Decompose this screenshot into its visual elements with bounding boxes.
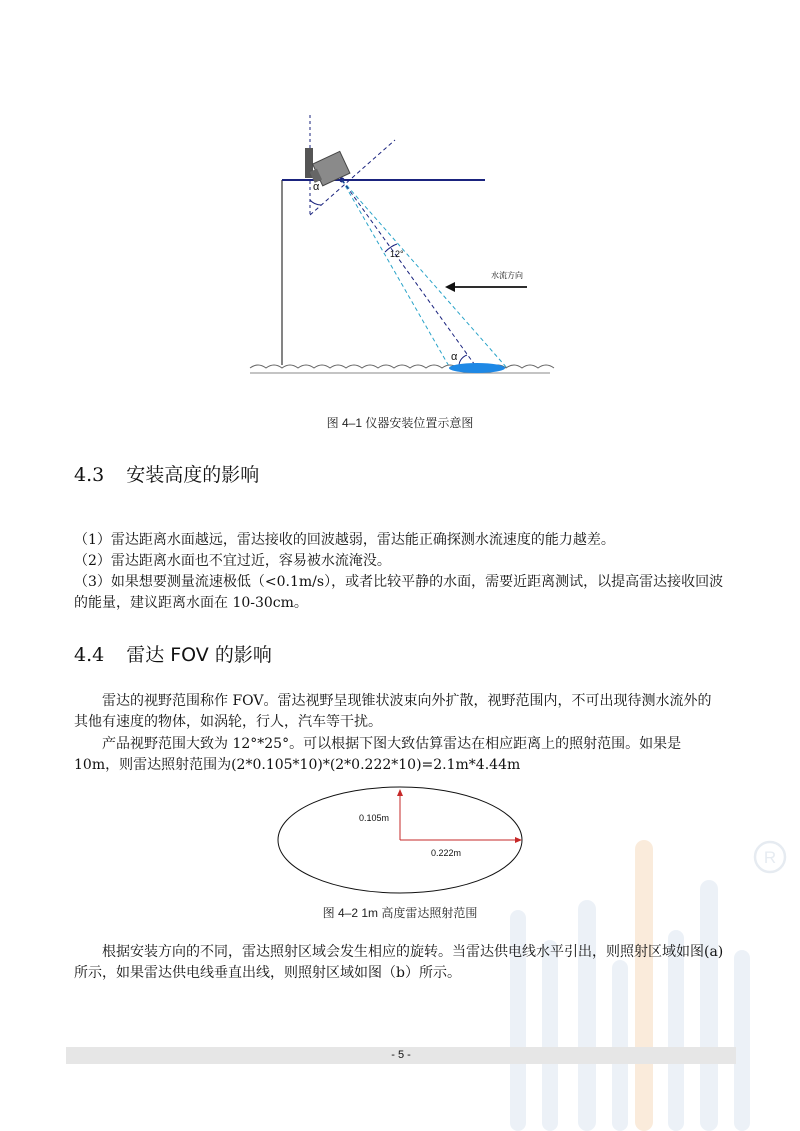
- section-number: 4.4: [74, 644, 105, 666]
- section-number: 4.3: [74, 464, 105, 486]
- list-item: （1）雷达距离水面越远，雷达接收的回波越弱，雷达能正确探测水流速度的能力越差。: [74, 532, 615, 548]
- angle-fov-label: 12°: [390, 249, 404, 259]
- page-footer: [66, 1047, 736, 1064]
- page-number: - 5 -: [391, 1049, 411, 1061]
- svg-text:R: R: [763, 848, 777, 867]
- water-wave: [250, 365, 554, 368]
- fov-paragraph-2: 产品视野范围大致为 12°*25°。可以根据下图大致估算雷达在相应距离上的照射范围。如果是 10m，则雷达照射范围为(2*0.105*10)*(2*0.222*10)=2.1m*4.44m: [74, 736, 682, 773]
- angle-alpha-bottom: α: [451, 351, 458, 363]
- beam-center: [342, 180, 477, 368]
- section-4-3-heading: [74, 460, 259, 487]
- beam-edge-left: [342, 180, 450, 368]
- flow-direction-label: 水流方向: [491, 271, 523, 280]
- minor-axis-label: 0.105m: [359, 813, 390, 823]
- major-axis-label: 0.222m: [431, 848, 462, 858]
- list-item: （3）如果想要测量流速极低（<0.1m/s），或者比较平静的水面，需要近距离测试，以提高雷达接收回波的能量，建议距离水面在 10-30cm。: [74, 574, 724, 611]
- illumination-ellipse-diagram: [270, 780, 530, 900]
- installation-diagram: [245, 110, 565, 380]
- figure-4-2-caption: 图 4–2 1m 高度雷达照射范围: [322, 906, 478, 920]
- section-title: 安装高度的影响: [126, 464, 260, 486]
- illumination-spot: [449, 363, 505, 373]
- figure-4-1-caption: 图 4–1 仪器安装位置示意图: [326, 416, 474, 430]
- beam-edge-right: [342, 180, 507, 368]
- list-item: （2）雷达距离水面也不宜过近，容易被水流淹没。: [74, 553, 391, 569]
- section-4-3-list: [74, 530, 724, 614]
- angle-alpha-top: α: [313, 181, 320, 193]
- section-4-4-heading: [74, 640, 272, 667]
- rotation-paragraph: 根据安装方向的不同，雷达照射区域会发生相应的旋转。当雷达供电线水平引出，则照射区域如图(a)所示，如果雷达供电线垂直出线，则照射区域如图（b）所示。: [74, 944, 724, 981]
- section-title: 雷达 FOV 的影响: [126, 644, 272, 666]
- fov-paragraph-1: 雷达的视野范围称作 FOV。雷达视野呈现锥状波束向外扩散，视野范围内，不可出现待测水流外的其他有速度的物体，如涡轮，行人，汽车等干扰。: [74, 693, 712, 730]
